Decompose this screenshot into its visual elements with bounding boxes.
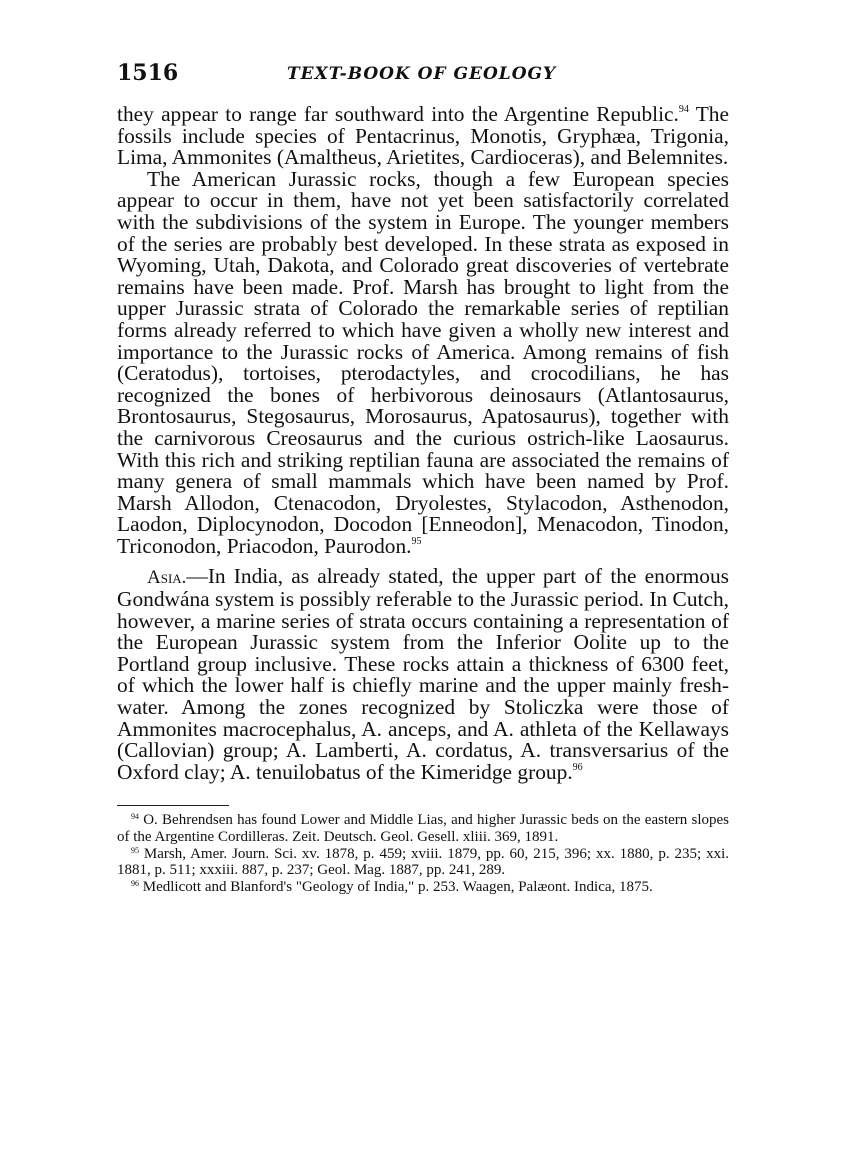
footnote-ref: 94 — [678, 104, 689, 115]
paragraph-text: they appear to range far southward into the Argentine Republic. — [117, 102, 679, 126]
footnote-text: Medlicott and Blanford's "Geology of India," p. 253. Waagen, Palæont. Indica, 1875. — [139, 878, 653, 895]
page-number: 1516 — [117, 60, 179, 86]
footnote-text: Marsh, Amer. Journ. Sci. xv. 1878, p. 459; xviii. 1879, pp. 60, 215, 396; xx. 1880, p. 235; xxi. 1881, p. 511; xxxiii. 887, p. 237; Geol. Mag. 1887, pp. 241, 289. — [117, 845, 729, 879]
footnote-95 — [117, 846, 729, 879]
paragraph-text: The American Jurassic rocks, though a few European species appear to occur in them, have not yet been satisfactorily correlated with the subdivisions of the system in Europe. The younger members of the series are probably best developed. In these strata as exposed in Wyoming, Utah, Dakota, and Colorado great discoveries of vertebrate remains have been made. Prof. Marsh has brought to light from the upper Jurassic strata of Colorado the remarkable series of reptilian forms already referred to which have given a wholly new interest and importance to the Jurassic rocks of America. Among remains of fish (Ceratodus), tortoises, pterodactyles, and crocodilians, he has recognized the bones of herbivorous deinosaurs (Atlantosaurus, Brontosaurus, Stegosaurus, Morosaurus, Apatosaurus), together with the carnivorous Creosaurus and the curious ostrich-like Laosaurus. With this rich and striking reptilian fauna are associated the remains of many genera of small mammals which have been named by Prof. Marsh Allodon, Ctenacodon, Dryolestes, Stylacodon, Asthenodon, Laodon, Diplocynodon, Docodon [Enneodon], Menacodon, Tinodon, Triconodon, Priacodon, Paurodon. — [117, 166, 729, 558]
paragraph-argentine — [117, 104, 729, 169]
footnotes — [117, 812, 729, 895]
book-page — [117, 60, 729, 895]
paragraph-text: —In India, as already stated, the upper part of the enormous Gondwána system is possibly referable to the Jurassic period. In Cutch, however, a marine series of strata occurs containing a representation of the European Jurassic system from the Inferior Oolite up to the Portland group inclusive. These rocks attain a thickness of 6300 feet, of which the lower half is chiefly marine and the upper mainly fresh-water. Among the zones recognized by Stoliczka were those of Ammonites macrocephalus, A. anceps, and A. athleta of the Kellaways (Callovian) group; A. Lamberti, A. cordatus, A. transversarius of the Oxford clay; A. tenuilobatus of the Kimeridge group. — [117, 564, 729, 784]
footnote-ref: 95 — [411, 535, 422, 547]
running-title: TEXT-BOOK OF GEOLOGY — [287, 64, 557, 84]
page-header — [117, 60, 729, 94]
footnote-94 — [117, 812, 729, 845]
paragraph-asia — [117, 566, 729, 783]
footnote-number: 96 — [131, 878, 139, 888]
body-text — [117, 104, 729, 783]
section-heading: Asia. — [147, 567, 187, 589]
footnote-96 — [117, 879, 729, 896]
footnote-number: 94 — [131, 812, 139, 822]
footnote-number: 95 — [131, 845, 139, 855]
paragraph-text: The fossils include species of Pentacrinus, Monotis, Gryphæa, Trigonia, Lima, Ammonites (Amaltheus, Arietites, Cardioceras), and Belemnites. — [117, 102, 729, 170]
footnote-ref: 96 — [572, 761, 583, 773]
footnote-text: O. Behrendsen has found Lower and Middle Lias, and higher Jurassic beds on the eastern slopes of the Argentine Cordilleras. Zeit. Deutsch. Geol. Gesell. xliii. 369, 1891. — [117, 812, 729, 845]
paragraph-american-jurassic — [117, 166, 729, 558]
footnote-divider — [117, 805, 229, 806]
